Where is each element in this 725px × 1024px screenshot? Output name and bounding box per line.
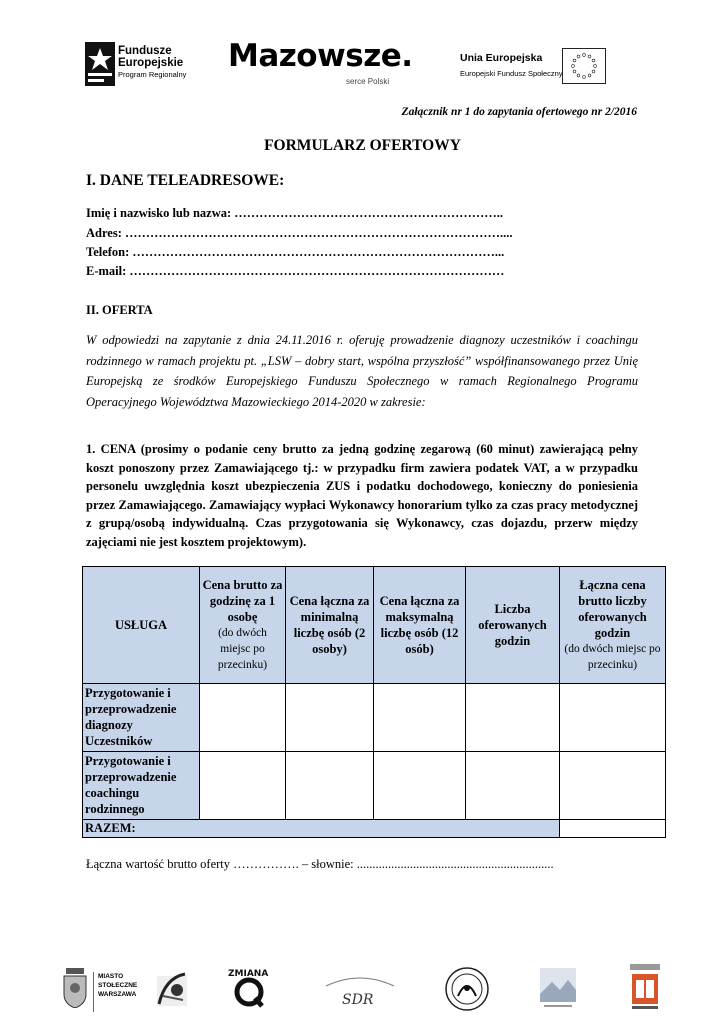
header-price-min: Cena łączna za minimalną liczbę osób (2 osoby) <box>286 567 374 684</box>
cell-input[interactable] <box>374 752 466 820</box>
cell-input[interactable] <box>286 684 374 752</box>
ue-logo-sub: Europejski Fundusz Społeczny <box>460 69 563 78</box>
header-price-max: Cena łączna za maksymalną liczbę osób (12 osób) <box>374 567 466 684</box>
header-total-price: Łączna cena brutto liczby oferowanych godzin (do dwóch miejsc po przecinku) <box>560 567 666 684</box>
cell-input[interactable] <box>466 684 560 752</box>
round-seal-logo-icon <box>444 966 490 1012</box>
fe-logo-line1: Fundusze <box>118 45 172 57</box>
attachment-note: Załącznik nr 1 do zapytania ofertowego nr 2/2016 <box>401 106 637 118</box>
cell-input[interactable] <box>200 684 286 752</box>
table-row <box>83 752 666 820</box>
mazowsze-logo-word: Mazowsze. <box>228 38 413 74</box>
field-name[interactable]: Imię i nazwisko lub nazwa: ……………………………………………………….. <box>86 206 504 220</box>
fe-logo-line3: Program Regionalny <box>118 70 187 79</box>
total-label: RAZEM: <box>83 820 560 838</box>
cell-total-input[interactable] <box>560 820 666 838</box>
eu-flag-icon <box>562 48 606 84</box>
cell-input[interactable] <box>560 752 666 820</box>
fe-logo-line2: Europejskie <box>118 57 184 69</box>
zmiana-logo-icon <box>224 962 274 1014</box>
zmiana-logo-text: ZMIANA <box>228 969 269 979</box>
warsaw-logo-text: MIASTO STOŁECZNE WARSZAWA <box>93 972 148 1012</box>
price-instructions: 1. CENA (prosimy o podanie ceny brutto za jedną godzinę zegarową (60 minut) zawierającą pełny koszt ponoszony przez Zamawiającego tj.: w przypadku firm zawiera podatek VAT, a w przypadku personelu uwzględnia koszt ubezpieczenia ZUS i podatku dochodowego, konieczny do poniesienia przez Zamawiającego. Zamawiający wypłaci Wykonawcy honorarium tylko za czas pracy metodycznej z grupą/osobą indywidualną. Czas przygotowania się Wykonawcy, czas dojazdu, przerw między zajęciami nie jest kosztem projektowym). <box>86 442 638 549</box>
warsaw-crest-icon <box>62 968 88 1008</box>
cell-input[interactable] <box>374 684 466 752</box>
offer-intro: W odpowiedzi na zapytanie z dnia 24.11.2016 r. oferuję prowadzenie diagnozy uczestników i coachingu rodzinnego w ramach projektu pt. „LSW – dobry start, wspólna przyszłość” współfinansowanego przez Unię Europejską ze środków Europejskiego Funduszu Społecznego w ramach Regionalnego Programu Operacyjnego Województwa Mazowieckiego 2014-2020 w zakresie: <box>86 333 638 409</box>
mazowsze-logo <box>228 38 413 90</box>
field-address[interactable]: Adres: ……………………………………………………………………………….... <box>86 226 513 240</box>
field-email[interactable]: E-mail: ……………………………………………………………………………… <box>86 264 505 278</box>
header-hours: Liczba oferowanych godzin <box>466 567 560 684</box>
cell-input[interactable] <box>286 752 374 820</box>
cell-input[interactable] <box>560 684 666 752</box>
landscape-logo-icon <box>540 968 576 1010</box>
header-usluga: USŁUGA <box>83 567 200 684</box>
section1-heading: I. DANE TELEADRESOWE: <box>86 172 285 189</box>
total-offer-line[interactable]: Łączna wartość brutto oferty ……………. – słownie: ............................................................... <box>86 857 554 871</box>
mazowsze-logo-sub: serce Polski <box>346 77 390 86</box>
fundusze-europejskie-logo <box>85 42 210 88</box>
header-price-per-hour: Cena brutto za godzinę za 1 osobę (do dwóch miejsc po przecinku) <box>200 567 286 684</box>
table-total-row <box>83 820 666 838</box>
table-row <box>83 684 666 752</box>
sdr-logo-text: SDR <box>342 992 374 1008</box>
page-title: FORMULARZ OFERTOWY <box>264 137 461 154</box>
section2-heading: II. OFERTA <box>86 303 153 317</box>
unia-europejska-logo <box>454 50 614 86</box>
cell-input[interactable] <box>200 752 286 820</box>
sdr-logo-icon <box>322 970 398 1010</box>
school-logo-icon <box>628 962 662 1012</box>
fe-star-icon <box>85 42 115 86</box>
ue-logo-title: Unia Europejska <box>460 52 543 64</box>
table-header-row <box>83 567 666 684</box>
offer-table <box>82 566 666 838</box>
field-phone[interactable]: Telefon: ……………………………………………………………………………... <box>86 245 505 259</box>
cell-input[interactable] <box>466 752 560 820</box>
cultural-logo-icon <box>155 966 191 1012</box>
row-label-coaching: Przygotowanie i przeprowadzenie coachingu rodzinnego <box>83 752 200 820</box>
row-label-diagnoza: Przygotowanie i przeprowadzenie diagnozy Uczestników <box>83 684 200 752</box>
